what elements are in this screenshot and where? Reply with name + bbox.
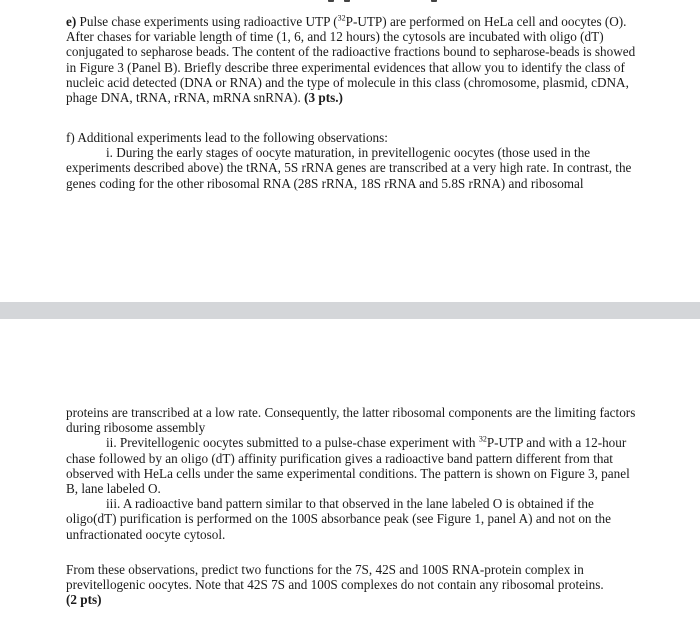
observation-ii [66,435,638,496]
observation-iii: iii. A radioactive band pattern similar to that observed in the lane labeled O is obtained if the oligo(dT) purification is performed on the 100S absorbance peak (see Figure 1, panel A) and not on the unfractionated oocyte cytosol. [66,496,611,542]
observation-i-part2: proteins are transcribed at a low rate. Consequently, the latter ribosomal components are the limiting factors during ribosome assembly [66,405,636,436]
section-e-paragraph [66,14,638,105]
page-divider [0,302,700,319]
section-f-question [66,562,638,608]
section-f-bottom [66,405,638,542]
observation-ii-text: P-UTP and with a 12-hour chase followed by an oligo (dT) affinity purification gives a radioactive band pattern different from that observed with HeLa cells under the same experimental conditions. The pattern is shown on Figure 3, panel B, lane labeled O. [66,435,630,497]
question-text: From these observations, predict two functions for the 7S, 42S and 100S RNA-protein complex in previtellogenic oocytes. Note that 42S 7S and 100S complexes do not contain any ribosomal proteins. [66,562,604,593]
cropped-text-artifact [0,0,700,4]
section-f-top [66,130,638,191]
section-f-intro: f) Additional experiments lead to the following observations: [66,130,388,145]
section-e-text-start: Pulse chase experiments using radioactive UTP ( [79,14,338,29]
observation-i-part1: i. During the early stages of oocyte maturation, in previtellogenic oocytes (those used in the experiments described above) the tRNA, 5S rRNA genes are transcribed at a very high rate. In contrast, the genes coding for the other ribosomal RNA (28S rRNA, 18S rRNA and 5.8S rRNA) and ribosomal [66,145,632,191]
question-points: (2 pts) [66,592,102,608]
section-e [66,14,638,105]
section-e-text: P-UTP) are performed on HeLa cell and oocytes (O). After chases for variable length of time (1, 6, and 12 hours) the cytosols are incubated with oligo (dT) conjugated to sepharose beads. The content of the radioactive fractions bound to sepharose-beads is showed in Figure 3 (Panel B). Briefly describe three experimental evidences that allow you to identify the class of nucleic acid detected (DNA or RNA) and the type of molecule in this class (chromosome, plasmid, cDNA, phage DNA, tRNA, rRNA, mRNA snRNA). [66,14,636,106]
observation-ii-superscript: 32 [478,435,487,445]
section-e-label: e) [66,14,77,29]
observation-ii-text-start: ii. Previtellogenic oocytes submitted to a pulse-chase experiment with [106,435,479,451]
section-e-superscript: 32 [337,13,346,23]
section-e-points: (3 pts.) [304,90,343,106]
